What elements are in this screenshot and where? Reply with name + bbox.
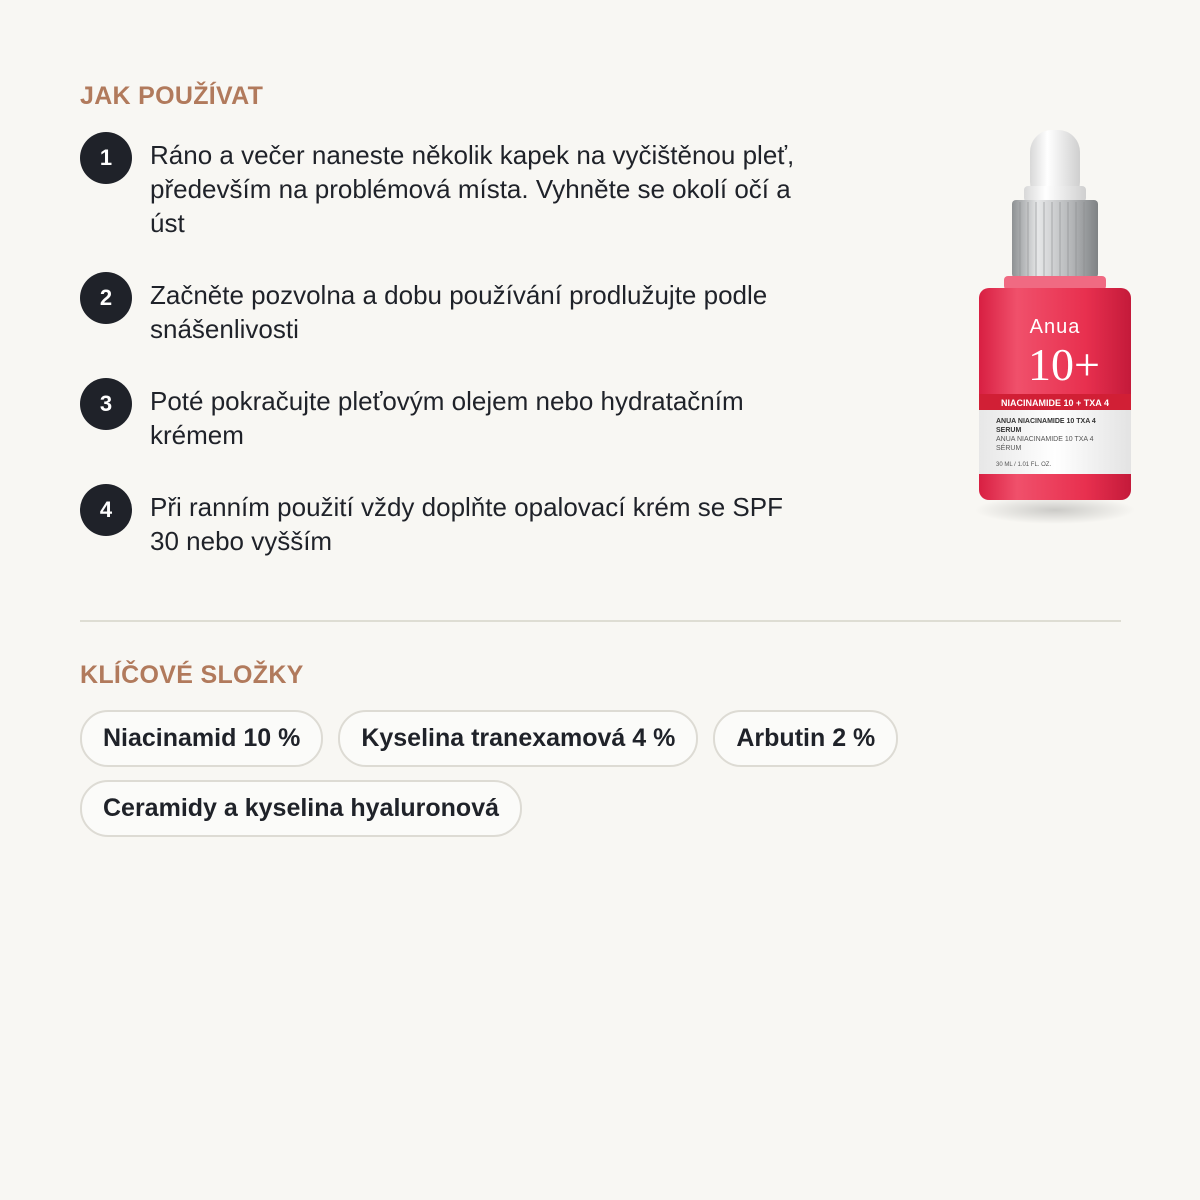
product-image: [960, 120, 1150, 540]
step-item: [80, 132, 820, 240]
label-line-3: ANUA NIACINAMIDE 10 TXA 4: [996, 436, 1094, 443]
ingredient-chip: Ceramidy a kyselina hyaluronová: [80, 780, 522, 837]
chip-row: [80, 710, 1120, 767]
chip-row: [80, 780, 1120, 837]
label-line-2: SERUM: [996, 427, 1022, 434]
brand-text: Anua: [1029, 316, 1081, 338]
ingredient-chip: Kyselina tranexamová 4 %: [338, 710, 698, 767]
bottle-shadow: [975, 496, 1135, 524]
step-text: Poté pokračujte pleťovým olejem nebo hydratačním krémem: [150, 386, 744, 450]
step-number-badge: 3: [80, 378, 132, 430]
bottle-shoulder: [1004, 276, 1106, 290]
bottle-collar: [1012, 200, 1098, 278]
step-item: [80, 272, 820, 346]
band-text: NIACINAMIDE 10 + TXA 4: [1001, 398, 1109, 408]
step-text: Při ranním použití vždy doplňte opalovací krém se SPF 30 nebo vyšším: [150, 492, 783, 556]
step-item: [80, 484, 820, 558]
step-number-badge: 2: [80, 272, 132, 324]
ingredient-chip: Arbutin 2 %: [713, 710, 898, 767]
step-text: Ráno a večer naneste několik kapek na vyčištěnou pleť, především na problémová místa. Vyhněte se okolí očí a úst: [150, 140, 795, 238]
serum-bottle-illustration: [960, 120, 1150, 540]
dropper-neck: [1024, 186, 1086, 202]
key-ingredients-title: KLÍČOVÉ SLOŽKY: [80, 661, 304, 689]
step-text: Začněte pozvolna a dobu používání prodlužujte podle snášenlivosti: [150, 280, 768, 344]
steps-list: [80, 132, 820, 590]
label-volume: 30 ML / 1.01 FL. OZ.: [996, 462, 1052, 468]
label-line-1: ANUA NIACINAMIDE 10 TXA 4: [996, 418, 1096, 425]
step-number-badge: 1: [80, 132, 132, 184]
label-line-4: SÉRUM: [996, 445, 1022, 452]
ingredient-chips: [80, 710, 1120, 850]
step-number-badge: 4: [80, 484, 132, 536]
big-label-text: 10+: [1028, 339, 1100, 390]
section-divider: [80, 620, 1121, 622]
how-to-use-title: JAK POUŽÍVAT: [80, 82, 264, 110]
step-item: [80, 378, 820, 452]
ingredient-chip: Niacinamid 10 %: [80, 710, 323, 767]
